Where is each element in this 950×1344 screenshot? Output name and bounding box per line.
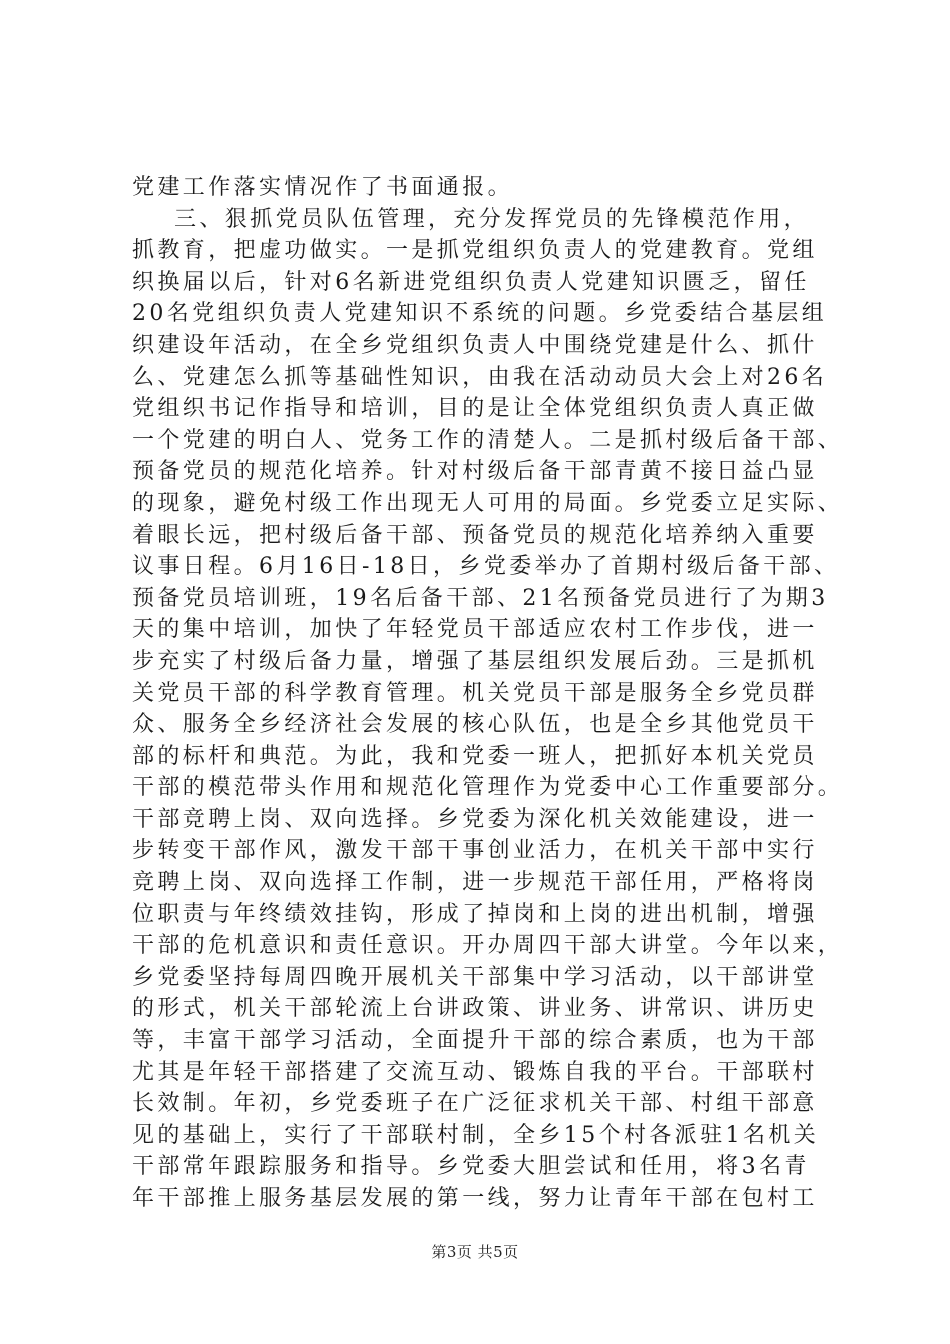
text-line: 议事日程。6月16日-18日，乡党委举办了首期村级后备干部、 (132, 554, 840, 580)
text-line: 尤其是年轻干部搭建了交流互动、锻炼自我的平台。干部联村 (132, 1059, 818, 1085)
text-line: 预备党员的规范化培养。针对村级后备干部青黄不接日益凸显 (132, 459, 818, 485)
paragraph-first-line: 三、狠抓党员队伍管理，充分发挥党员的先锋模范作用， (174, 206, 810, 232)
text-line: 干部的模范带头作用和规范化管理作为党委中心工作重要部分。 (132, 775, 844, 801)
text-line: 步转变干部作风，激发干部干事创业活力，在机关干部中实行 (132, 838, 818, 864)
text-line: 乡党委坚持每周四晚开展机关干部集中学习活动，以干部讲堂 (132, 964, 818, 990)
text-line: 织换届以后，针对6名新进党组织负责人党建知识匮乏，留任 (132, 269, 810, 295)
text-line: 的现象，避免村级工作出现无人可用的局面。乡党委立足实际、 (132, 490, 844, 516)
text-line: 党组织书记作指导和培训，目的是让全体党组织负责人真正做 (132, 396, 818, 422)
page-number: 第3页 共5页 (431, 1243, 519, 1261)
text-line: 步充实了村级后备力量，增强了基层组织发展后劲。三是抓机 (132, 648, 818, 674)
text-line: 长效制。年初，乡党委班子在广泛征求机关干部、村组干部意 (132, 1091, 818, 1117)
text-line: 位职责与年终绩效挂钩，形成了掉岗和上岗的进出机制，增强 (132, 901, 818, 927)
text-line: 见的基础上，实行了干部联村制，全乡15个村各派驻1名机关 (132, 1122, 820, 1148)
text-line: 党建工作落实情况作了书面通报。 (132, 175, 514, 200)
text-line: 的形式，机关干部轮流上台讲政策、讲业务、讲常识、讲历史 (132, 996, 818, 1022)
text-line: 一个党建的明白人、党务工作的清楚人。二是抓村级后备干部、 (132, 427, 844, 453)
body-text (132, 172, 844, 1215)
text-line: 部的标杆和典范。为此，我和党委一班人，把抓好本机关党员 (132, 743, 818, 769)
text-line: 等，丰富干部学习活动，全面提升干部的综合素质，也为干部 (132, 1028, 818, 1054)
text-line: 干部竞聘上岗、双向选择。乡党委为深化机关效能建设，进一 (132, 806, 818, 832)
text-line: 织建设年活动，在全乡党组织负责人中围绕党建是什么、抓什 (132, 332, 818, 358)
text-line: 预备党员培训班，19名后备干部、21名预备党员进行了为期3 (132, 585, 829, 611)
text-line: 年干部推上服务基层发展的第一线，努力让青年干部在包村工 (132, 1186, 818, 1211)
text-line: 20名党组织负责人党建知识不系统的问题。乡党委结合基层组 (132, 301, 828, 327)
text-line: 着眼长远，把村级后备干部、预备党员的规范化培养纳入重要 (132, 522, 818, 548)
text-line: 抓教育，把虚功做实。一是抓党组织负责人的党建教育。党组 (132, 238, 818, 264)
text-line: 众、服务全乡经济社会发展的核心队伍，也是全乡其他党员干 (132, 712, 818, 738)
text-line: 干部的危机意识和责任意识。开办周四干部大讲堂。今年以来， (132, 933, 844, 959)
page-footer (0, 1242, 950, 1262)
text-line: 竞聘上岗、双向选择工作制，进一步规范干部任用，严格将岗 (132, 870, 818, 896)
text-line: 么、党建怎么抓等基础性知识，由我在活动动员大会上对26名 (132, 364, 828, 390)
text-line: 干部常年跟踪服务和指导。乡党委大胆尝试和任用，将3名青 (132, 1154, 810, 1180)
text-line: 天的集中培训，加快了年轻党员干部适应农村工作步伐，进一 (132, 617, 818, 643)
text-line: 关党员干部的科学教育管理。机关党员干部是服务全乡党员群 (132, 680, 818, 706)
